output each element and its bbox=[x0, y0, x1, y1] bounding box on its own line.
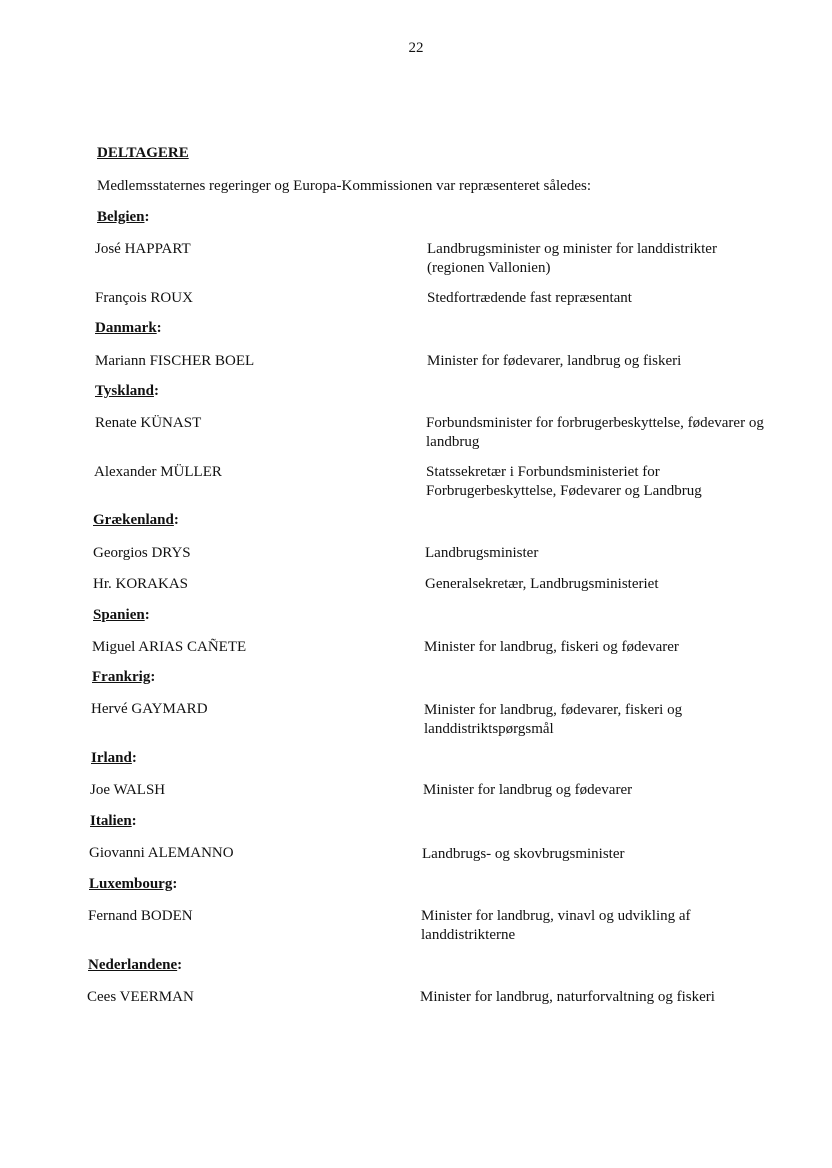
participant-name: Fernand BODEN bbox=[88, 908, 193, 924]
participant-name: Alexander MÜLLER bbox=[94, 464, 222, 480]
section-heading: DELTAGERE bbox=[97, 145, 189, 161]
participant-role: Minister for landbrug, fiskeri og fødevarer bbox=[424, 639, 679, 655]
page-number: 22 bbox=[408, 40, 424, 56]
participant-role: Stedfortrædende fast repræsentant bbox=[427, 290, 632, 306]
participant-role: Landbrugsminister og minister for landdistrikter (regionen Vallonien) bbox=[427, 241, 717, 276]
country-heading-nederlandene: Nederlandene: bbox=[88, 957, 183, 973]
participant-name: Miguel ARIAS CAÑETE bbox=[92, 639, 247, 655]
intro-text: Medlemsstaternes regeringer og Europa-Kommissionen var repræsenteret således: bbox=[97, 178, 592, 194]
country-heading-irland: Irland: bbox=[91, 750, 137, 766]
participant-name: Hr. KORAKAS bbox=[93, 576, 189, 592]
country-heading-graekenland: Grækenland: bbox=[93, 512, 179, 528]
participant-role: Minister for landbrug og fødevarer bbox=[423, 782, 633, 798]
country-heading-belgien: Belgien: bbox=[97, 209, 150, 225]
participant-role: Generalsekretær, Landbrugsministeriet bbox=[425, 576, 659, 592]
participant-name: Renate KÜNAST bbox=[95, 415, 202, 431]
participant-name: Georgios DRYS bbox=[93, 545, 191, 561]
country-heading-danmark: Danmark: bbox=[95, 320, 162, 336]
participant-name: François ROUX bbox=[95, 290, 193, 306]
country-heading-spanien: Spanien: bbox=[93, 607, 150, 623]
participant-role: Landbrugs- og skovbrugsminister bbox=[422, 846, 625, 862]
country-heading-tyskland: Tyskland: bbox=[95, 383, 159, 399]
country-heading-luxembourg: Luxembourg: bbox=[89, 876, 178, 892]
participant-name: Joe WALSH bbox=[90, 782, 166, 798]
participant-role: Minister for landbrug, naturforvaltning og fiskeri bbox=[420, 989, 715, 1005]
participant-role: Forbundsminister for forbrugerbeskyttelse, fødevarer og landbrug bbox=[426, 415, 764, 450]
participant-role: Statssekretær i Forbundsministeriet for Forbrugerbeskyttelse, Fødevarer og Landbrug bbox=[426, 464, 702, 499]
participant-role: Landbrugsminister bbox=[425, 545, 539, 561]
participant-name: José HAPPART bbox=[95, 241, 191, 257]
country-heading-italien: Italien: bbox=[90, 813, 137, 829]
country-heading-frankrig: Frankrig: bbox=[92, 669, 156, 685]
participant-name: Cees VEERMAN bbox=[87, 989, 194, 1005]
participant-name: Giovanni ALEMANNO bbox=[89, 845, 234, 861]
participant-role: Minister for landbrug, fødevarer, fiskeri og landdistriktspørgsmål bbox=[424, 702, 683, 737]
participant-name: Mariann FISCHER BOEL bbox=[95, 353, 255, 369]
participant-role: Minister for fødevarer, landbrug og fiskeri bbox=[427, 353, 682, 369]
participant-name: Hervé GAYMARD bbox=[91, 701, 208, 717]
participant-role: Minister for landbrug, vinavl og udvikling af landdistrikterne bbox=[421, 908, 691, 943]
